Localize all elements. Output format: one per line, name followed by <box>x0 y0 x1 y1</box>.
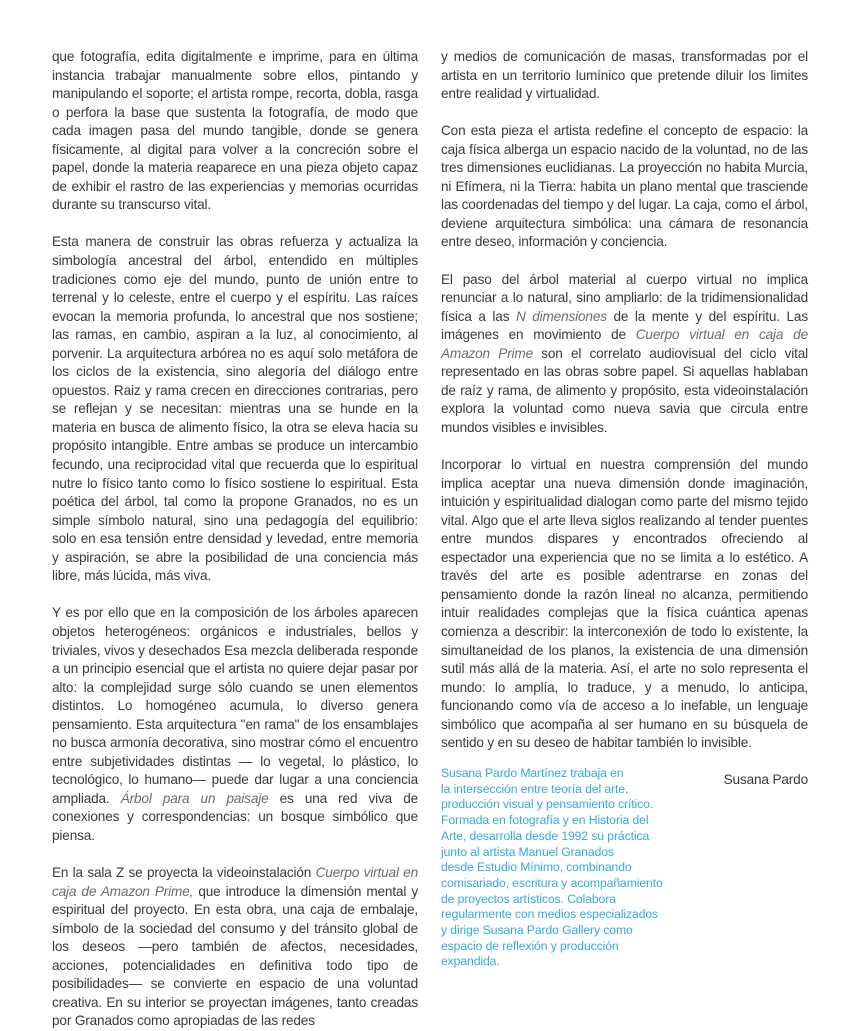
bio-line: y dirige Susana Pardo Gallery como <box>441 923 633 938</box>
text-segment: son el correlato audiovisual del ciclo vital representado en las obras sobre papel. Si aquellas hablaban de raíz y rama, de alimento y propósito, esta videoinstalación explora la voluntad como nueva savia que circula entre mundos visibles e invisibles. <box>441 345 808 435</box>
bio-line: Arte, desarrolla desde 1992 su práctica <box>441 828 650 843</box>
paragraph-virtual-body <box>441 271 808 438</box>
paragraph-virtual-understanding: Incorporar lo virtual en nuestra comprensión del mundo implica aceptar una nueva dimensión donde imaginación, intuición y espiritualidad dialogan como parte del mismo tejido vital. Algo que el arte lleva siglos realizando al tender puentes entre mundos dispares y encontrados ofreciendo al espectador una experiencia que no se limita a lo estético. A través del arte es posible adentrarse en zonas del pensamiento donde la razón lineal no alcanza, permitiendo intuir realidades complejas que la física cuántica apenas comienza a describir: la interconexión de todo lo existente, la simultaneidad de los planos, la existencia de una dimensión sutil más allá de la materia. Así, el arte no solo representa el mundo: lo amplía, lo traduce, y a menudo, lo anticipa, funcionando como vía de acceso a lo inefable, un lenguaje simbólico que acompaña al ser humano en su búsquela de sentido y en su deseo de habitar también lo invisible. <box>441 457 808 751</box>
bio-line: producción visual y pensamiento crítico. <box>441 797 654 812</box>
bio-line: de proyectos artísticos. Colabora <box>441 891 616 906</box>
bio-line: junto al artista Manuel Granados <box>441 844 614 859</box>
paragraph-heterogeneous-objects <box>52 604 418 845</box>
bio-line: expandida. <box>441 954 500 969</box>
paragraph-video-installation <box>52 864 418 1031</box>
artwork-title: Cuerpo virtual en caja de Amazon Prime <box>441 327 808 361</box>
paragraph-tree-symbolism: Esta manera de construir las obras refuerza y actualiza la simbología ancestral del árbol, entendido en múltiples tradiciones como eje del mundo, punto de unión entre to terrenal y lo celeste, entre el cuerpo y el espíritu. Las raíces evocan la memoria profunda, lo ancestral que nos sostiene; las ramas, en cambio, aspiran a la luz, al conocimiento, al porvenir. La arquitectura arbórea no es aquí solo metáfora de los ciclos de la existencia, sino alegoría del diálogo entre opuestos. Raiz y rama crecen en direcciones contrarias, pero se reflejan y se necesitan: mientras una se hunde en la materia en busca de alimento físico, la otra se eleva hacia su propósito intangible. Entre ambas se produce un intercambio fecundo, una reciprocidad vital que recuerda que lo espiritual nutre lo físico tanto como lo físico sostiene lo espiritual. Esta poética del árbol, tal como la propone Granados, no es un simple símbolo natural, sino una pedagogía del equilibrio: solo en esa tensión entre densidad y levedad, entre memoria y aspiración, se abre la posibilidad de una conciencia más libre, más lúcida, más viva. <box>52 234 418 584</box>
bio-line: Susana Pardo Martínez trabaja en <box>441 766 624 780</box>
text-segment: es una red viva de conexiones y correspondencias: un bosque simbólico que piensa. <box>52 790 419 843</box>
artwork-title: Cuerpo virtual en caja de Amazon Prime, <box>52 865 418 899</box>
text-segment: de la mente y del espíritu. Las imágenes en movimiento de <box>441 308 808 343</box>
paragraph-media-continuation: y medios de comunicación de masas, transformadas por el artista en un territorio lumínico que pretende diluir los limites entre realidad y virtualidad. <box>441 49 808 102</box>
paragraph-photo-process: que fotografía, edita digitalmente e imprime, para en última instancia trabajar manualmente sobre ellos, pintando y manipulando el soporte; el artista rompe, recorta, dobla, rasga o perfora la base que sustenta la fotografía, de modo que cada imagen pasa del mundo tangible, donde se genera físicamente, al digital para volver a la concreción sobre el papel, donde la materia reaparece en una pieza objeto capaz de exhibir el rastro de las experiencias y memorias ocurridas durante su transcurso vital. <box>52 49 418 213</box>
artwork-title: Árbol para un paisaje <box>120 790 269 806</box>
bio-line: regularmente con medios especializados <box>441 907 659 922</box>
bio-line: Formada en fotografía y en Historia del <box>441 813 649 828</box>
text-segment: que introduce la dimensión mental y espiritual del proyecto. En esta obra, una caja de embalaje, símbolo de la sociedad del consumo y del tránsito global de los deseos —pero también de afectos, necesidades, acciones, potencialidades en definitiva todo tipo de posibilidades— se convierte en espacio de una voluntad creativa. En su interior se proyectan imágenes, tanto creadas por Granados como apropiadas de las redes <box>52 883 418 1029</box>
bio-line: espacio de reflexión y producción <box>441 938 619 953</box>
text-segment: El paso del árbol material al cuerpo virtual no implica renunciar a lo natural, sino ampliarlo: de la tridimensionalidad física a las <box>441 271 808 324</box>
bio-line: comisariado, escritura y acompañamiento <box>441 875 663 890</box>
bio-line: desde Estudio Mínimo, combinando <box>441 860 632 875</box>
paragraph-space-concept: Con esta pieza el artista redefine el concepto de espacio: la caja física alberga un espacio nacido de la voluntad, no de las tres dimensiones euclidianas. La proyección no habita Murcia, ni Efímera, ni la Tierra: habita un plano mental que trasciende las coordenadas del tiempo y del lugar. La caja, como el árbol, deviene arquitectura simbólica: una cámara de resonancia entre deseo, información y conciencia. <box>441 123 808 250</box>
text-segment: Y es por ello que en la composición de los árboles aparecen objetos heterogéneos: orgánicos e industriales, bellos y triviales, vivos y desechados Esa mezcla deliberada responde a un principio esencial que el artista no quiere dejar pasar por alto: la complejidad surge sólo cuando se unen elementos distintos. Lo homogéneo acumula, lo diverso genera pensamiento. Esta arquitectura "en rama" de los ensamblajes no busca armonía decorativa, sino mostrar cómo el encuentro entre subjetividades distintas — lo vegetal, lo plástico, lo tecnológico, lo humano— puede dar lugar a una conciencia ampliada. <box>52 605 418 806</box>
emphasis-n-dimensions: N dimensiones <box>515 308 607 324</box>
author-bio <box>441 766 691 970</box>
bio-line: la intersección entre teoría del arte, <box>441 781 629 796</box>
author-signature: Susana Pardo <box>723 772 808 788</box>
right-column <box>441 48 808 790</box>
left-column <box>52 48 418 1031</box>
text-segment: En la sala Z se proyecta la videoinstalación <box>52 865 316 881</box>
